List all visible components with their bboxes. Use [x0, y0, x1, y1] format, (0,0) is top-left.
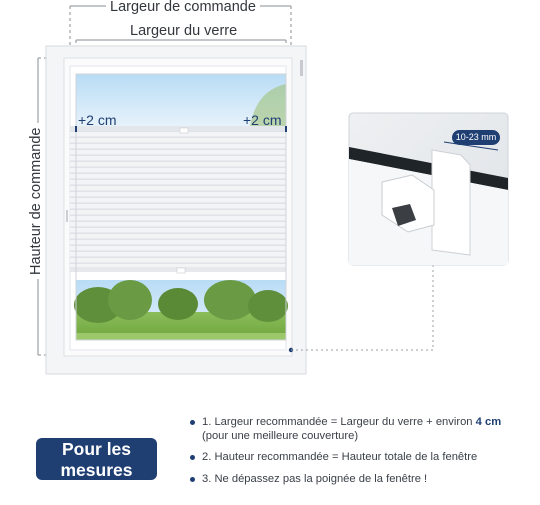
control-width-label: Largeur de commande — [106, 0, 260, 15]
note-item-1: 1. Largeur recommandée = Largeur du verre + environ 4 cm (pour une meilleure couverture) — [190, 416, 530, 443]
glass-width-label: Largeur du verre — [126, 23, 241, 39]
margin-left-label: +2 cm — [78, 112, 117, 128]
control-height-label: Hauteur de commande — [28, 124, 44, 280]
bullet-icon — [190, 477, 195, 482]
margin-right-label: +2 cm — [243, 112, 282, 128]
clip-size-badge: 10-23 mm — [452, 130, 500, 145]
measures-button-line1: Pour les — [61, 439, 132, 459]
measures-button-line2: mesures — [60, 460, 133, 480]
bullet-icon — [190, 455, 195, 460]
note-item-2: 2. Hauteur recommandée = Hauteur totale de la fenêtre — [190, 451, 530, 465]
bullet-icon — [190, 420, 195, 425]
measures-button[interactable] — [36, 438, 157, 480]
recommendation-list — [190, 416, 530, 494]
note-item-3: 3. Ne dépassez pas la poignée de la fenêtre ! — [190, 473, 530, 487]
